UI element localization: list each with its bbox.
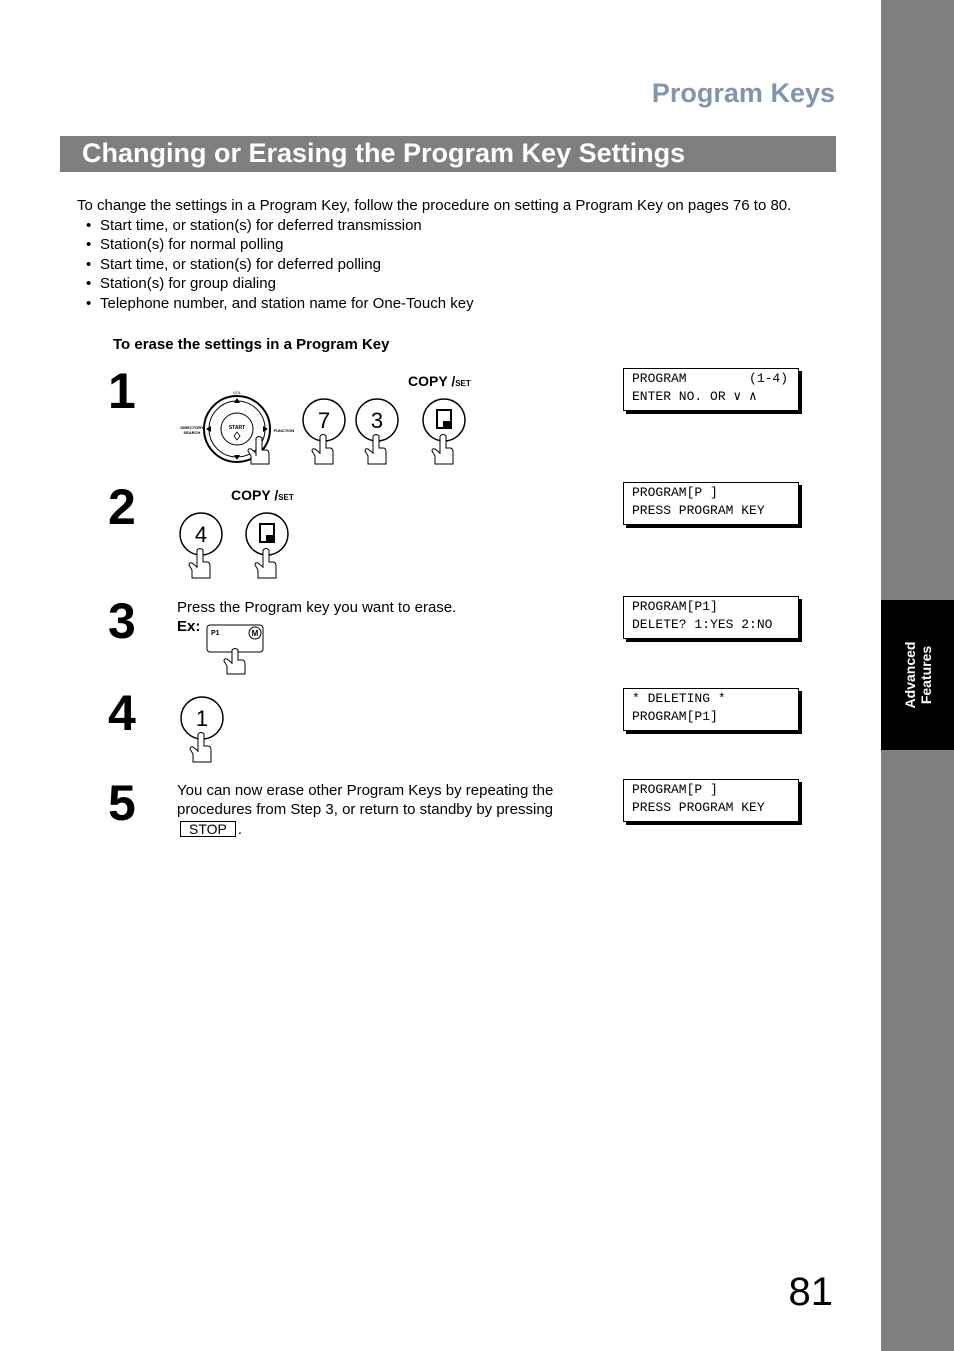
bullet-list <box>86 216 474 313</box>
chapter-tab-line1: Advanced <box>901 641 918 709</box>
lcd-display <box>623 779 799 822</box>
lcd-display <box>623 368 799 411</box>
bullet-item: • Start time, or station(s) for deferred polling <box>86 255 474 274</box>
copy-set-label: COPY /SET <box>408 373 471 389</box>
lcd-display <box>623 688 799 731</box>
step-5-text <box>177 781 587 839</box>
step-5-number: 5 <box>108 775 136 831</box>
dial-start-label: START <box>228 425 246 431</box>
dial-directory-label: DIRECTORY <box>180 425 204 430</box>
section-title: Program Keys <box>651 78 835 108</box>
step-5-period: . <box>237 821 243 838</box>
dial-search-label: SEARCH <box>183 430 201 435</box>
lcd-line: PRESS PROGRAM KEY <box>632 800 765 815</box>
copy-set-key-icon <box>420 396 468 468</box>
bullet-item: • Station(s) for normal polling <box>86 235 474 254</box>
program-key-icon <box>206 624 266 676</box>
lcd-line: PROGRAM[P ] <box>632 782 718 797</box>
dial-function-label: FUNCTION <box>273 428 295 433</box>
step-2-number: 2 <box>108 479 136 535</box>
lcd-line: DELETE? 1:YES 2:NO <box>632 617 773 632</box>
key-4-icon <box>177 510 225 582</box>
key-1-icon <box>178 694 226 766</box>
stop-key: STOP <box>180 821 236 837</box>
chapter-tab-line2: Features <box>917 645 934 705</box>
bullet-item: • Station(s) for group dialing <box>86 274 474 293</box>
lcd-line: ENTER NO. OR ∨ ∧ <box>632 389 757 404</box>
step-5-instruction: You can now erase other Program Keys by repeating the procedures from Step 3, or return to standby by pressing <box>177 782 554 818</box>
lcd-line: PROGRAM[P1] <box>632 709 718 724</box>
step-4-number: 4 <box>108 685 136 741</box>
copy-set-key-icon <box>243 510 291 582</box>
dial-vol-label: VOL <box>232 390 242 395</box>
example-label: Ex: <box>177 618 201 635</box>
step-3-instruction: Press the Program key you want to erase. <box>177 599 457 616</box>
page-number: 81 <box>788 1270 833 1314</box>
key-3-icon <box>353 396 401 468</box>
lcd-display <box>623 482 799 525</box>
subheading: To erase the settings in a Program Key <box>113 336 390 353</box>
key-4-label: 4 <box>194 522 208 547</box>
lcd-line: PROGRAM[P ] <box>632 485 718 500</box>
program-key-label: P1 <box>211 630 220 637</box>
intro-text: To change the settings in a Program Key, follow the procedure on setting a Program Key on pages 76 to 80. <box>77 197 792 214</box>
lcd-display <box>623 596 799 639</box>
step-3-number: 3 <box>108 593 136 649</box>
lcd-line: PRESS PROGRAM KEY <box>632 503 765 518</box>
key-7-label: 7 <box>317 408 331 433</box>
program-key-badge: M <box>251 629 259 638</box>
bullet-item: • Telephone number, and station name for One-Touch key <box>86 294 474 313</box>
lcd-line: PROGRAM (1-4) <box>632 371 789 386</box>
page-heading: Changing or Erasing the Program Key Settings <box>82 138 686 168</box>
key-7-icon <box>300 396 348 468</box>
lcd-line: * DELETING * <box>632 691 726 706</box>
key-3-label: 3 <box>370 408 384 433</box>
heading-bar <box>60 136 836 172</box>
copy-set-label: COPY /SET <box>231 487 294 503</box>
navigation-dial-icon <box>176 386 301 468</box>
bullet-item: • Start time, or station(s) for deferred transmission <box>86 216 474 235</box>
chapter-tab <box>881 600 954 750</box>
key-1-label: 1 <box>195 706 209 731</box>
step-1-number: 1 <box>108 363 136 419</box>
lcd-line: PROGRAM[P1] <box>632 599 718 614</box>
